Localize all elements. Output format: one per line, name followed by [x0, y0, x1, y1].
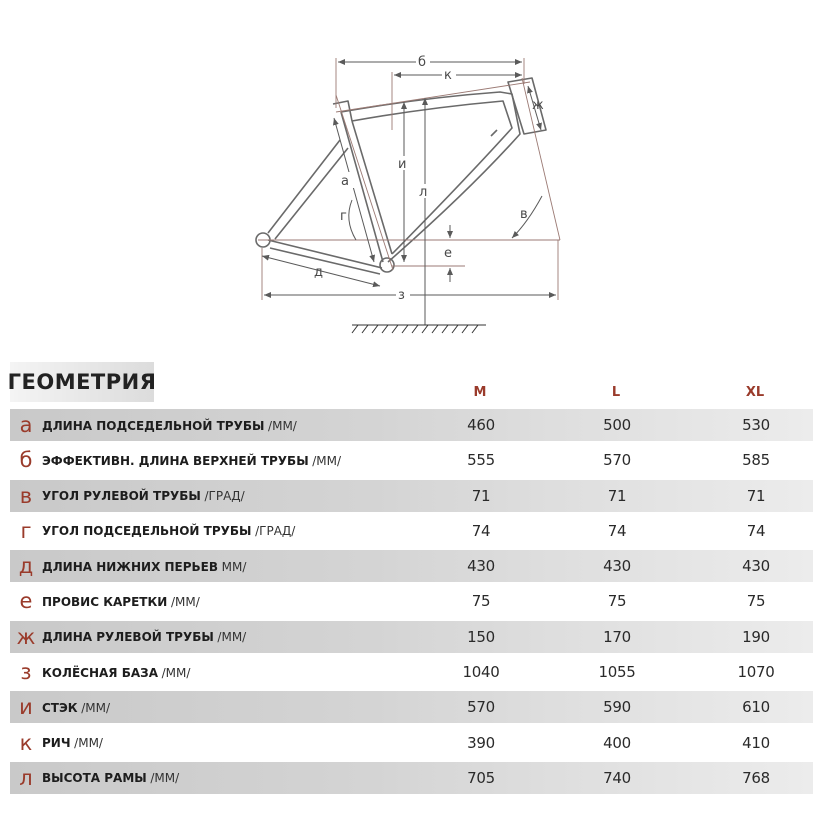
row-unit: /ММ/ — [268, 418, 297, 433]
row-value-xl: 71 — [746, 486, 766, 505]
row-label — [42, 629, 246, 644]
ground-hatch — [452, 325, 458, 333]
row-letter: в — [19, 483, 33, 508]
row-value-l: 74 — [607, 521, 627, 540]
row-letter: г — [20, 518, 32, 543]
geometry-lines — [258, 58, 560, 300]
top-tube-inner — [352, 101, 512, 254]
ground-hatch — [412, 325, 418, 333]
row-letter: а — [19, 413, 33, 437]
row-unit: /ММ/ — [312, 453, 342, 468]
table-row — [10, 480, 813, 512]
row-value-m: 74 — [471, 521, 491, 540]
seat-angle-arc — [349, 200, 356, 240]
row-letter: е — [19, 589, 33, 614]
row-value-xl: 768 — [742, 768, 770, 787]
label-i: и — [398, 157, 407, 172]
row-unit: /ММ/ — [217, 630, 247, 645]
row-value-m: 570 — [467, 698, 495, 717]
bottom-bracket — [380, 258, 394, 272]
row-value-l: 170 — [603, 627, 631, 646]
ground-hatch — [462, 325, 468, 333]
table-row — [10, 550, 813, 582]
row-unit: /ММ/ — [161, 665, 191, 680]
row-name: ВЫСОТА РАМЫ — [42, 771, 147, 786]
row-label — [42, 770, 179, 785]
size-header-l: L — [611, 385, 621, 400]
row-unit: /ММ/ — [150, 771, 180, 786]
row-value-xl: 190 — [742, 627, 770, 646]
row-value-m: 150 — [467, 627, 495, 646]
row-label — [42, 735, 103, 750]
row-value-m: 460 — [467, 416, 495, 434]
row-value-xl: 410 — [742, 733, 770, 752]
row-name: ДЛИНА РУЛЕВОЙ ТРУБЫ — [42, 630, 214, 645]
cable-port — [491, 130, 497, 136]
row-unit: /ММ/ — [170, 594, 200, 609]
seat-stay — [268, 140, 348, 239]
chain-stay — [268, 240, 382, 274]
table-row — [10, 585, 813, 617]
row-value-m: 1040 — [462, 663, 500, 682]
ground-hatch — [472, 325, 478, 333]
label-l: л — [419, 185, 428, 200]
frame-geometry-diagram — [0, 0, 820, 345]
ground-hatch — [432, 325, 438, 333]
row-label — [42, 453, 341, 468]
table-row — [10, 691, 813, 723]
row-unit: /ММ/ — [74, 736, 103, 751]
row-name: УГОЛ РУЛЕВОЙ ТРУБЫ — [42, 489, 201, 504]
row-name: ДЛИНА НИЖНИХ ПЕРЬЕВ — [42, 559, 219, 574]
label-zh: ж — [532, 98, 544, 113]
row-label — [42, 594, 200, 609]
table-row — [10, 621, 813, 653]
bike-frame — [256, 78, 546, 274]
row-value-xl: 610 — [742, 698, 770, 717]
row-value-l: 71 — [607, 486, 627, 505]
row-value-l: 1055 — [598, 663, 636, 682]
row-label — [42, 523, 295, 538]
row-value-m: 555 — [467, 451, 495, 470]
table-row — [10, 515, 813, 547]
table-row — [10, 727, 813, 759]
table-row — [10, 656, 813, 688]
row-letter: л — [19, 765, 33, 790]
row-unit: /ММ/ — [81, 700, 111, 715]
label-z: з — [398, 288, 405, 303]
table-row — [10, 444, 813, 476]
label-k: к — [444, 68, 452, 83]
row-value-xl: 430 — [742, 557, 770, 576]
ground-hatch — [372, 325, 378, 333]
row-name: ДЛИНА ПОДСЕДЕЛЬНОЙ ТРУБЫ — [42, 418, 265, 433]
row-value-l: 400 — [603, 733, 631, 752]
row-letter: б — [19, 448, 33, 473]
row-label — [42, 700, 110, 715]
row-value-xl: 585 — [742, 451, 770, 470]
label-d: д — [314, 265, 323, 280]
row-value-l: 75 — [607, 592, 627, 611]
label-v: в — [520, 207, 528, 222]
row-unit: /ГРАД/ — [255, 524, 296, 539]
row-value-m: 75 — [471, 592, 491, 611]
ground-hatch — [392, 325, 398, 333]
ground-hatch — [382, 325, 388, 333]
geometry-title: ГЕОМЕТРИЯ — [10, 362, 154, 402]
row-label — [42, 488, 245, 503]
row-value-l: 500 — [603, 416, 631, 434]
top-tube-axis — [336, 82, 530, 112]
row-name: ПРОВИС КАРЕТКИ — [42, 594, 168, 609]
row-name: СТЭК — [42, 700, 78, 715]
row-letter: к — [19, 730, 33, 755]
row-value-l: 590 — [603, 698, 631, 717]
row-name: КОЛЁСНАЯ БАЗА — [42, 665, 158, 680]
label-b: б — [418, 55, 427, 70]
ground-hatch — [352, 325, 358, 333]
row-value-l: 740 — [603, 768, 631, 787]
size-header-m: M — [473, 385, 487, 400]
ground — [352, 325, 486, 333]
row-name: ЭФФЕКТИВН. ДЛИНА ВЕРХНЕЙ ТРУБЫ — [42, 453, 309, 468]
row-label — [42, 418, 297, 433]
label-g: г — [340, 209, 347, 224]
geometry-table — [10, 409, 813, 797]
label-a: а — [341, 174, 349, 189]
row-unit: /ГРАД/ — [204, 489, 245, 504]
row-value-m: 430 — [467, 557, 495, 576]
row-value-m: 390 — [467, 733, 495, 752]
row-label — [42, 559, 246, 574]
row-name: РИЧ — [42, 736, 71, 751]
ground-hatch — [402, 325, 408, 333]
row-letter: д — [18, 554, 34, 579]
row-value-m: 71 — [471, 486, 491, 505]
table-row — [10, 409, 813, 441]
row-value-xl: 75 — [746, 592, 766, 611]
row-letter: ж — [16, 624, 36, 649]
size-header-xl: XL — [745, 385, 765, 400]
row-value-xl: 74 — [746, 521, 766, 540]
row-value-l: 430 — [603, 557, 631, 576]
row-value-l: 570 — [603, 451, 631, 470]
label-e: е — [444, 246, 452, 261]
row-letter: з — [20, 660, 32, 685]
row-value-xl: 1070 — [737, 663, 775, 682]
table-row — [10, 762, 813, 794]
row-value-xl: 530 — [742, 416, 770, 434]
row-unit: ММ/ — [221, 559, 247, 574]
row-label — [42, 665, 190, 680]
row-name: УГОЛ ПОДСЕДЕЛЬНОЙ ТРУБЫ — [42, 524, 252, 539]
ground-hatch — [442, 325, 448, 333]
row-value-m: 705 — [467, 768, 495, 787]
ground-hatch — [362, 325, 368, 333]
ground-hatch — [422, 325, 428, 333]
row-letter: и — [19, 695, 33, 720]
